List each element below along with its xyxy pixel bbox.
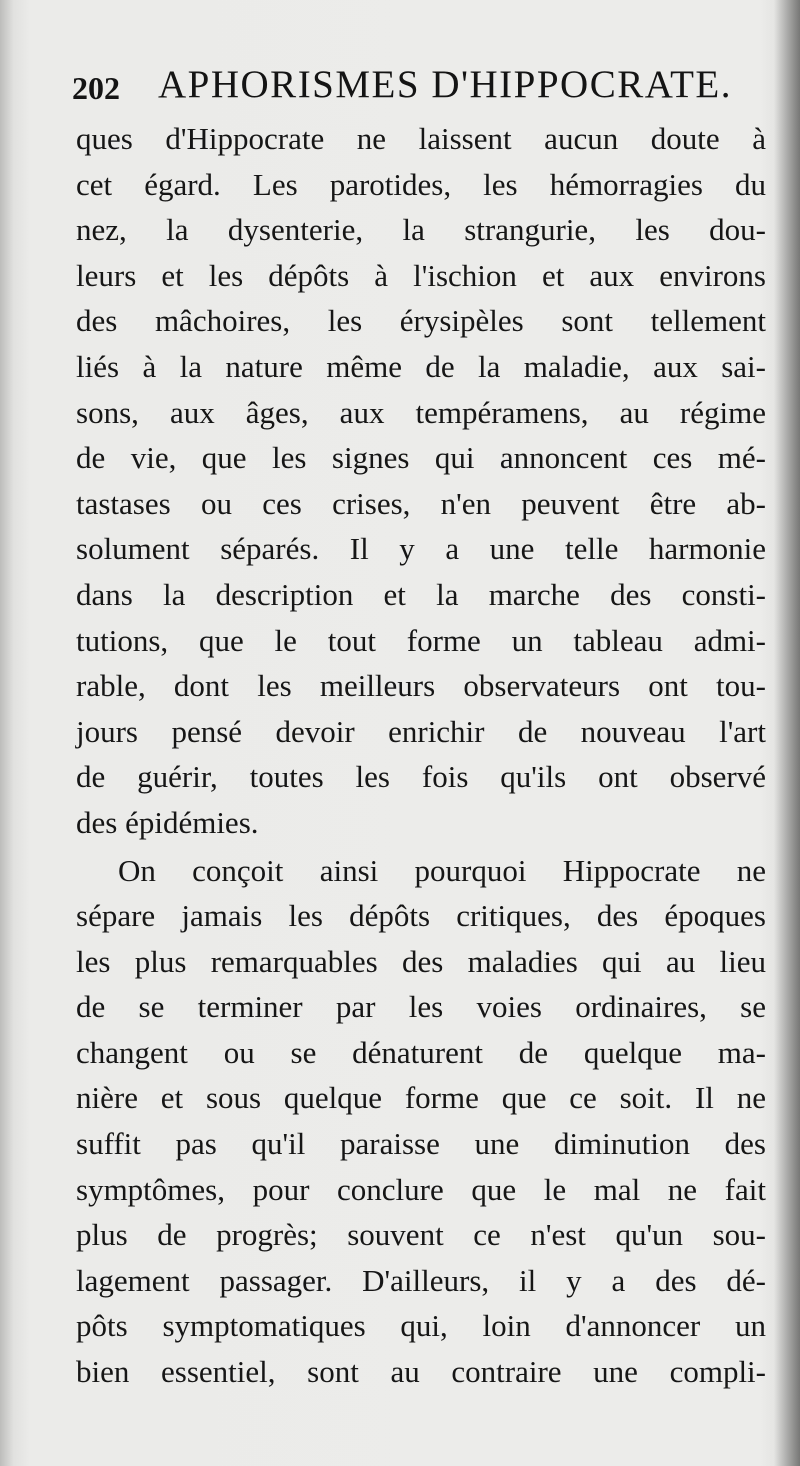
text-line: leurs et les dépôts à l'ischion et aux environs bbox=[76, 257, 766, 293]
text-line: cet égard. Les parotides, les hémorragies du bbox=[76, 166, 766, 202]
text-line: pôts symptomatiques qui, loin d'annoncer un bbox=[76, 1308, 766, 1344]
page-edge-shadow bbox=[774, 0, 800, 1466]
text-line: On conçoit ainsi pourquoi Hippocrate ne bbox=[118, 852, 766, 888]
text-line: tutions, que le tout forme un tableau admi- bbox=[76, 622, 766, 658]
page-header bbox=[72, 62, 762, 112]
text-line: les plus remarquables des maladies qui au lieu bbox=[76, 943, 766, 979]
text-line: nez, la dysenterie, la strangurie, les dou- bbox=[76, 212, 766, 248]
text-line: sépare jamais les dépôts critiques, des époques bbox=[76, 898, 766, 934]
text-line: symptômes, pour conclure que le mal ne fait bbox=[76, 1171, 766, 1207]
text-line: dans la description et la marche des consti- bbox=[76, 576, 766, 612]
text-line: plus de progrès; souvent ce n'est qu'un sou- bbox=[76, 1217, 766, 1253]
text-line: lagement passager. D'ailleurs, il y a des dé- bbox=[76, 1262, 766, 1298]
text-line: de guérir, toutes les fois qu'ils ont observé bbox=[76, 759, 766, 795]
text-line: sons, aux âges, aux tempéramens, au régime bbox=[76, 394, 766, 430]
running-title: APHORISMES D'HIPPOCRATE. bbox=[158, 63, 732, 106]
page-number: 202 bbox=[72, 70, 120, 106]
text-line: suffit pas qu'il paraisse une diminution des bbox=[76, 1126, 766, 1162]
text-line: des mâchoires, les érysipèles sont tellement bbox=[76, 303, 766, 339]
paragraph-1 bbox=[76, 116, 766, 846]
text-line: solument séparés. Il y a une telle harmonie bbox=[76, 531, 766, 567]
page-gutter-shadow bbox=[0, 0, 14, 1466]
text-line: nière et sous quelque forme que ce soit. Il ne bbox=[76, 1080, 766, 1116]
text-line: bien essentiel, sont au contraire une compli- bbox=[76, 1354, 766, 1390]
text-line: jours pensé devoir enrichir de nouveau l'art bbox=[76, 713, 766, 749]
body-text bbox=[76, 116, 766, 1395]
text-line: ques d'Hippocrate ne laissent aucun doute à bbox=[76, 121, 766, 156]
paragraph-2 bbox=[76, 848, 766, 1395]
text-line: liés à la nature même de la maladie, aux sai- bbox=[76, 348, 766, 384]
text-line: de vie, que les signes qui annoncent ces mé- bbox=[76, 440, 766, 476]
text-line: changent ou se dénaturent de quelque ma- bbox=[76, 1034, 766, 1070]
text-line: de se terminer par les voies ordinaires, se bbox=[76, 989, 766, 1025]
text-line: des épidémies. bbox=[76, 804, 259, 840]
text-line: tastases ou ces crises, n'en peuvent être ab- bbox=[76, 485, 766, 521]
text-line: rable, dont les meilleurs observateurs ont tou- bbox=[76, 668, 766, 704]
